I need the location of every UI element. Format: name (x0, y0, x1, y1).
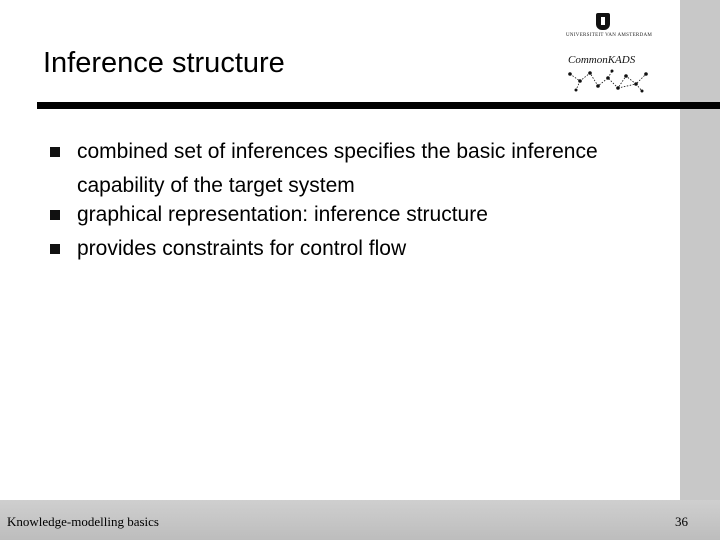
slide-title: Inference structure (43, 47, 285, 79)
right-shadow-bar (680, 0, 720, 540)
bullet-text: graphical representation: inference structure (77, 203, 488, 226)
bullet-square-icon (50, 210, 60, 220)
bullet-item (77, 198, 637, 232)
footer-section-title: Knowledge-modelling basics (7, 514, 159, 529)
bullet-square-icon (50, 147, 60, 157)
logo (562, 10, 652, 98)
commonkads-wordmark: CommonKADS (568, 54, 636, 66)
bullet-text: provides constraints for control flow (77, 237, 407, 260)
bullet-text: combined set of inferences specifies the basic inference capability of the target system (77, 140, 598, 197)
commonkads-network-icon (566, 68, 650, 94)
bullet-item (77, 135, 637, 203)
university-crest-icon (596, 13, 610, 30)
bullet-item (77, 232, 637, 266)
page-number: 36 (675, 514, 688, 529)
university-name: UNIVERSITEIT VAN AMSTERDAM (566, 33, 653, 38)
title-rule (37, 102, 720, 109)
bullet-square-icon (50, 244, 60, 254)
